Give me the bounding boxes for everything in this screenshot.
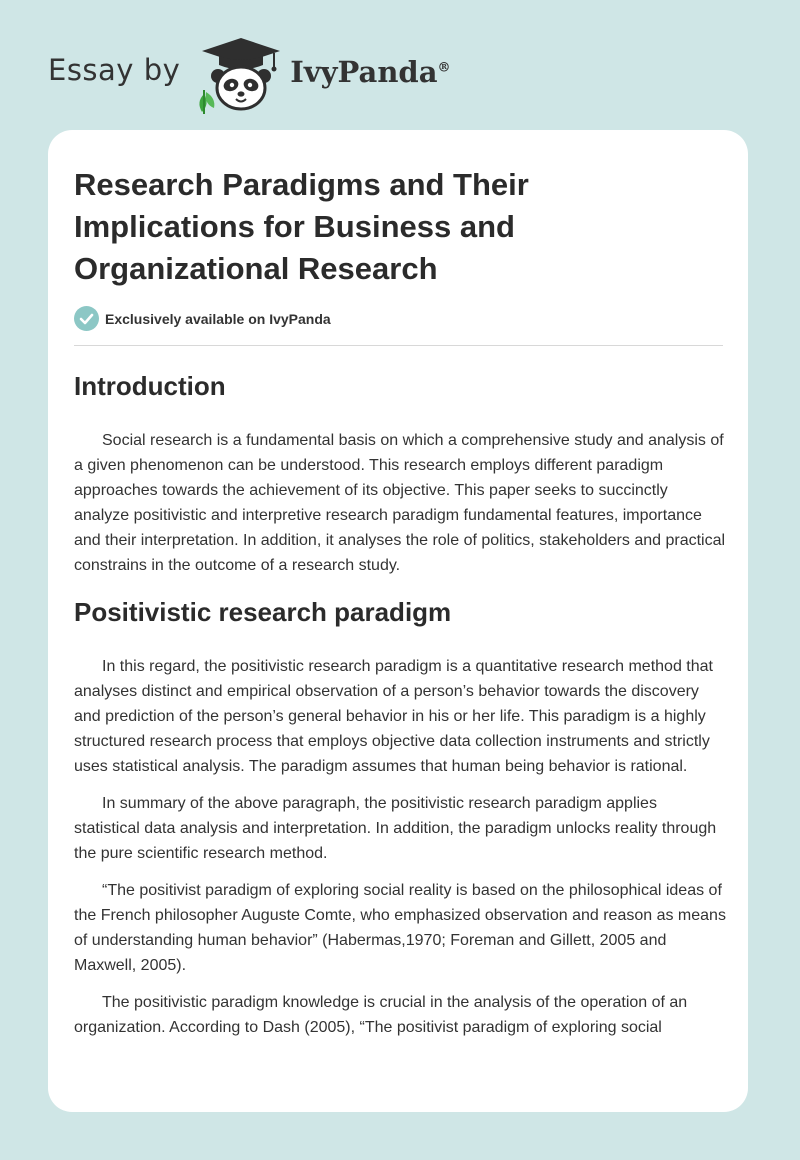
section-heading-introduction: Introduction bbox=[74, 371, 226, 401]
brand-name: IvyPanda® bbox=[290, 55, 451, 89]
article-title: Research Paradigms and Their Implications for Business and Organizational Research bbox=[74, 167, 529, 286]
paragraph: “The positivist paradigm of exploring social reality is based on the philosophical ideas of the French philosopher Auguste Comte, who emphasized observation and reason as means of understanding human behavior” (Habermas,1970; Foreman and Gillett, 2005 and Maxwell, 2005). bbox=[74, 882, 726, 974]
paragraph: Social research is a fundamental basis on which a comprehensive study and analysis of a given phenomenon can be understood. This research employs different paradigm approaches towards the achievement of its objective. This paper seeks to succinctly analyze positivistic and interpretive research paradigm fundamental features, importance and their interpretation. In addition, it analyses the role of politics, stakeholders and practical constrains in the outcome of a research study. bbox=[74, 432, 726, 574]
registered-mark: ® bbox=[437, 60, 451, 76]
article-card bbox=[48, 130, 748, 1112]
brand-prefix: Essay by bbox=[48, 53, 181, 87]
paragraph: In summary of the above paragraph, the positivistic research paradigm applies statistical data analysis and interpretation. In addition, the paradigm unlocks reality through the pure scientific research method. bbox=[74, 795, 717, 862]
check-circle-icon bbox=[74, 306, 99, 331]
exclusive-badge bbox=[74, 306, 331, 331]
exclusive-badge-text: Exclusively available on IvyPanda bbox=[105, 310, 331, 327]
paragraph: The positivistic paradigm knowledge is crucial in the analysis of the operation of an organization. According to Dash (2005), “The positivist paradigm of exploring social bbox=[74, 994, 688, 1036]
panda-graduation-cap-icon bbox=[194, 34, 288, 114]
title-divider bbox=[74, 345, 723, 346]
section-heading-positivistic: Positivistic research paradigm bbox=[74, 597, 452, 627]
article-body bbox=[74, 366, 726, 1040]
paragraph: In this regard, the positivistic research paradigm is a quantitative research method that analyses distinct and empirical observation of a person’s behavior towards the discovery and prediction of the person’s general behavior in his or her life. This paradigm is a highly structured research process that employs objective data collection instruments and strictly uses statistical analysis. The paradigm assumes that human being behavior is rational. bbox=[74, 658, 713, 775]
brand-header[interactable] bbox=[48, 34, 451, 114]
